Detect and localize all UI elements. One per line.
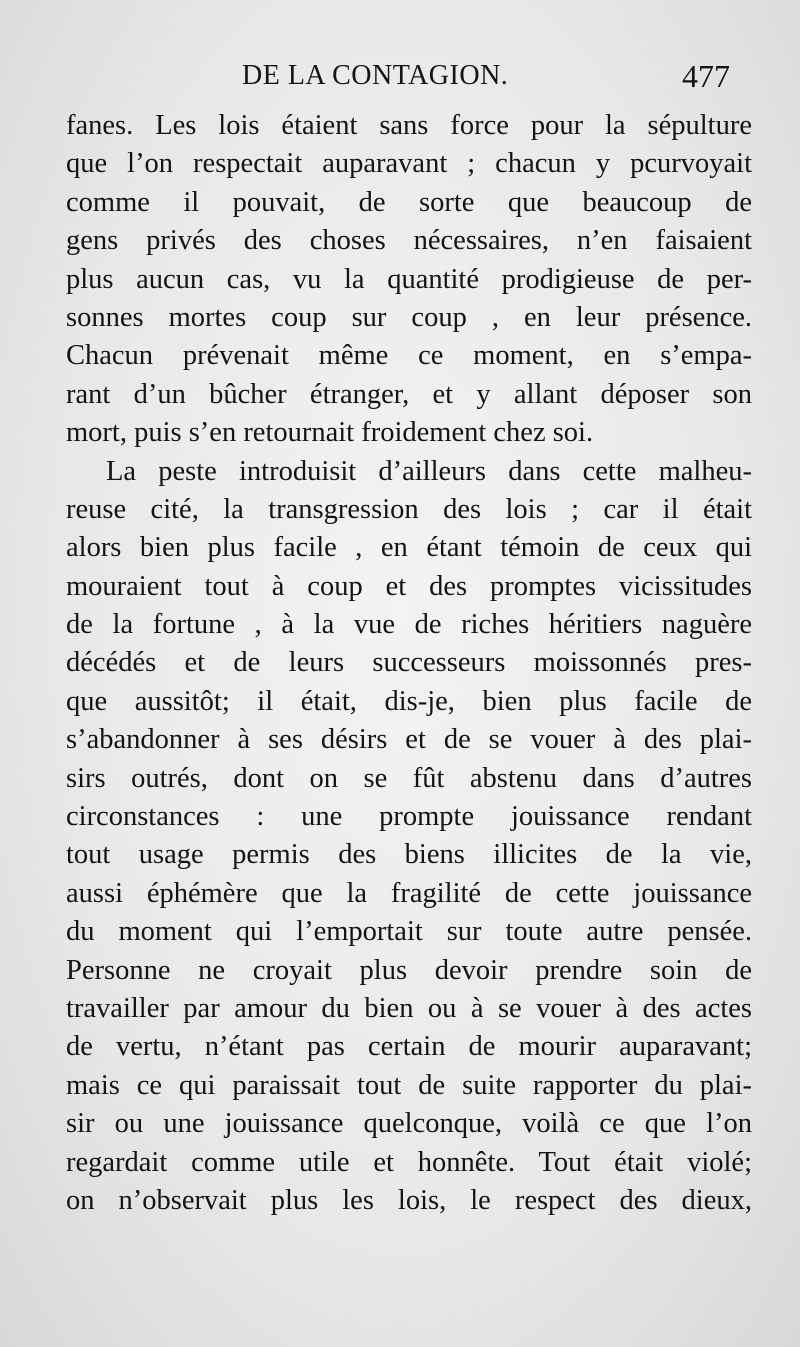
text-line: alors bien plus facile , en étant témoin de ceux qui	[66, 532, 752, 564]
text-line: que l’on respectait auparavant ; chacun y pcurvoyait	[66, 148, 752, 180]
text-line: mort, puis s’en retournait froidement chez soi.	[66, 417, 594, 449]
text-line: regardait comme utile et honnête. Tout était violé;	[66, 1146, 752, 1178]
text-line: Personne ne croyait plus devoir prendre soin de	[66, 954, 752, 986]
text-line: comme il pouvait, de sorte que beaucoup de	[66, 186, 752, 218]
text-line: s’abandonner à ses désirs et de se vouer à des plai-	[66, 724, 752, 756]
text-line: mouraient tout à coup et des promptes vicissitudes	[66, 570, 752, 602]
text-line: sonnes mortes coup sur coup , en leur présence.	[66, 301, 752, 333]
text-line: sir ou une jouissance quelconque, voilà ce que l’on	[66, 1108, 752, 1140]
text-line: sirs outrés, dont on se fût abstenu dans d’autres	[66, 762, 752, 794]
text-line: on n’observait plus les lois, le respect des dieux,	[66, 1184, 752, 1216]
text-line: mais ce qui paraissait tout de suite rapporter du plai-	[66, 1069, 752, 1101]
running-title: DE LA CONTAGION.	[242, 60, 509, 91]
page-header	[0, 58, 800, 98]
text-line: plus aucun cas, vu la quantité prodigieuse de per-	[66, 263, 752, 295]
text-line: reuse cité, la transgression des lois ; car il était	[66, 493, 752, 525]
text-line: gens privés des choses nécessaires, n’en faisaient	[66, 225, 752, 257]
text-line: tout usage permis des biens illicites de la vie,	[66, 839, 752, 871]
text-line: du moment qui l’emportait sur toute autre pensée.	[66, 916, 752, 948]
text-line: de vertu, n’étant pas certain de mourir auparavant;	[66, 1031, 752, 1063]
text-line: décédés et de leurs successeurs moissonnés pres-	[66, 647, 752, 679]
text-line: de la fortune , à la vue de riches héritiers naguère	[66, 609, 752, 641]
text-line: Chacun prévenait même ce moment, en s’empa-	[66, 340, 752, 372]
body-text	[66, 107, 752, 1220]
text-line: aussi éphémère que la fragilité de cette jouissance	[66, 877, 752, 909]
page-number: 477	[682, 58, 730, 94]
text-line: fanes. Les lois étaient sans force pour la sépulture	[66, 110, 752, 141]
text-line: rant d’un bûcher étranger, et y allant déposer son	[66, 378, 752, 410]
text-line: La peste introduisit d’ailleurs dans cette malheu-	[106, 455, 752, 487]
text-line: travailler par amour du bien ou à se vouer à des actes	[66, 992, 752, 1024]
text-line: que aussitôt; il était, dis-je, bien plus facile de	[66, 685, 752, 717]
text-line: circonstances : une prompte jouissance rendant	[66, 801, 752, 833]
